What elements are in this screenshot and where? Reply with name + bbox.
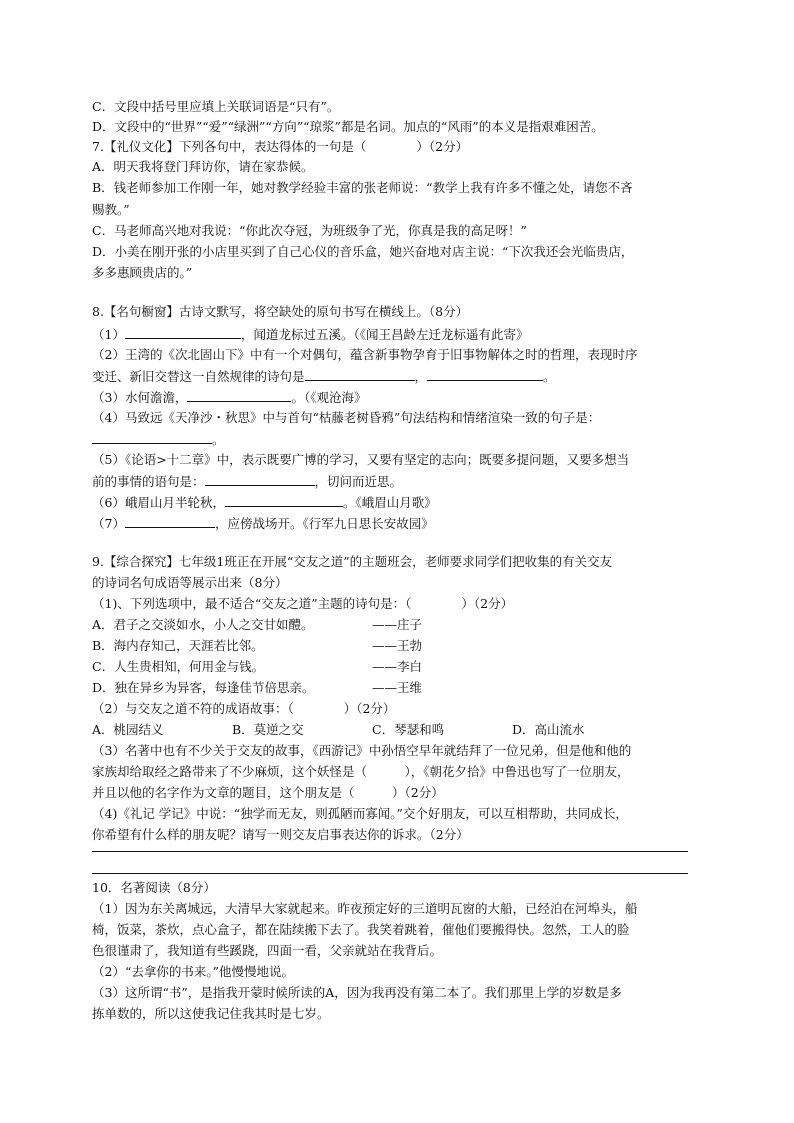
q8-line-7 [92,515,712,533]
option-source: ——李白 [372,659,423,674]
q9-part-2: （2）与交友之道不符的成语故事：（ ）（2分） [92,701,396,716]
q8-line-4b [92,431,712,449]
q6-option-c: C．文段中括号里应填上关联词语是“只有”。 [92,99,340,114]
q7-option-c: C．马老师高兴地对我说：“你此次夺冠，为班级争了光，你真是我的高足呀！” [92,223,527,238]
answer-line[interactable] [92,873,688,874]
q9-p1-option-d [92,680,712,698]
q7-option-d-cont: 多多惠顾贵店的。” [92,265,193,280]
q8-line-2b [92,368,712,386]
answer-blank[interactable] [225,494,343,507]
answer-blank[interactable] [125,515,215,528]
option-source: ——庄子 [372,617,423,632]
q8-l1-text: ，闻道龙标过五溪。（《闻王昌龄左迁龙标遥有此寄》 [240,327,529,342]
q8-l2b-prefix: 变迁、新旧交替这一自然规律的诗句是 [92,369,305,384]
q10-passage-1-end: 色很谨肃了，我知道有些蹊跷，四面一看，父亲就站在我背后。 [92,943,443,958]
q8-line-6 [92,494,712,512]
q9-p1-option-a [92,617,712,635]
option-source: ——王勃 [372,638,423,653]
q10-stem: 10．名著阅读（8分） [92,880,216,895]
option-a: A．桃园结义 [92,722,164,737]
q9-p2-options [92,722,712,740]
answer-blank[interactable] [305,368,415,381]
option-c: C．琴瑟和鸣 [372,722,445,737]
q9-part-1: （1)、下列选项中，最不适合“交友之道”主题的诗句是：（ ）（2分） [92,596,514,611]
q9-part-3: （3）名著中也有不少关于交友的故事，《西游记》中孙悟空早年就结拜了一位兄弟，但是他和他的 [92,743,632,758]
option-text: B．海内存知己，天涯若比邻。 [92,638,264,653]
option-text: C．人生贵相知，何用金与钱。 [92,659,265,674]
q7-stem: 7.【礼仪文化】下列各句中，表达得体的一句是（ ）（2分） [92,139,469,154]
q7-option-a: A．明天我将登门拜访你，请在家恭候。 [92,159,314,174]
q8-l2b-mid: ， [414,369,428,384]
q9-p1-option-c [92,659,712,677]
q9-part-3-end: 并且以他的名字作为文章的题目，这个朋友是（ ）（2分） [92,785,444,800]
q8-l2b-end: 。 [543,369,556,384]
q10-passage-3-cont: 拣单数的，所以这使我记住我其时是七岁。 [92,1006,330,1021]
option-d: D．高山流水 [512,722,585,737]
q8-line-4a: （4）马致远《天净沙・秋思》中与首句“枯藤老树昏鸦”句法结构和情绪渲染一致的句子是： [92,410,601,425]
q9-stem-cont: 的诗词名句成语等展示出来（8分） [92,575,288,590]
q10-passage-1-cont: 椅，饭菜，茶炊，点心盒子，都在陆续搬下去了。我笑着跳着，催他们要搬得快。忽然，工人的脸 [92,922,630,937]
answer-blank[interactable] [205,473,315,486]
q8-line-5b [92,473,712,491]
q8-line-5a: （5）《论语>十二章》中，表示既要广博的学习，又要有坚定的志向；既要多提问题，又要多想当 [92,452,630,467]
q9-stem: 9.【综合探究】七年级1班正在开展“交友之道”的主题班会，老师要求同学们把收集的有关交友 [92,554,613,569]
q8-stem: 8.【名句橱窗】古诗文默写，将空缺处的原句书写在横线上。（8分） [92,304,469,319]
q7-option-b: B．钱老师参加工作刚一年，她对教学经验丰富的张老师说：“教学上我有许多不懂之处，请您不吝 [92,180,633,195]
q8-l6-prefix: （6）峨眉山月半轮秋， [92,495,225,510]
q7-option-b-cont: 赐教。” [92,202,130,217]
answer-blank[interactable] [427,368,543,381]
q8-l3-text: 。（《观沧海》 [291,390,367,405]
q8-l5b-prefix: 前的事情的语句是： [92,474,205,489]
option-b: B．莫逆之交 [232,722,304,737]
q8-line-2a: （2）王湾的《次北固山下》中有一个对偶句，蕴含新事物孕育于旧事物解体之时的哲理，表现时序 [92,347,638,362]
answer-blank[interactable] [187,389,291,402]
q6-option-d: D．文段中的“世界”“爱”“绿洲”“方向”“琼浆”都是名词。加点的“风雨”的本义是指艰难困苦。 [92,119,604,134]
answer-blank[interactable] [125,326,241,339]
q8-line-1 [92,326,712,344]
q9-p1-option-b [92,638,712,656]
q8-l5b-text: ，切问而近思。 [314,474,403,489]
q8-l1-prefix: （1） [92,327,125,342]
option-source: ——王维 [372,680,423,695]
q8-l4b-end: 。 [212,432,225,447]
answer-line[interactable] [92,851,688,852]
q7-option-d: D．小美在刚开张的小店里买到了自己心仪的音乐盒，她兴奋地对店主说：“下次我还会光临贵店， [92,244,634,259]
q8-l6-text: 。《峨眉山月歌》 [342,495,437,510]
q8-l3-prefix: （3）水何澹澹， [92,390,188,405]
option-text: A．君子之交淡如水，小人之交甘如醴。 [92,617,314,632]
q10-passage-2: （2）“去拿你的书来。”他慢慢地说。 [92,964,294,979]
q10-passage-1: （1）因为东关离城远，大清早大家就起来。昨夜预定好的三道明瓦窗的大船，已经泊在河埠头，船 [92,901,638,916]
q8-l7-text: ，应傍战场开。《行军九日思长安故园》 [214,516,434,531]
option-text: D．独在异乡为异客，每逢佳节倍思亲。 [92,680,315,695]
q10-passage-3: （3）这所谓“书”，是指我开蒙时候所读的A，因为我再没有第二本了。我们那里上学的岁数是多 [92,985,622,1000]
q8-l7-prefix: （7） [92,516,125,531]
q9-part-4-cont: 你希望有什么样的朋友呢？请写一则交友启事表达你的诉求。（2分） [92,827,469,842]
answer-blank[interactable] [92,431,212,444]
q8-line-3 [92,389,712,407]
q9-part-3-cont: 家族却给取经之路带来了不少麻烦，这个妖怪是（ ），《朝花夕拾》中鲁迅也写了一位朋友， [92,764,630,779]
q9-part-4: （4)《礼记 学记》中说：“独学而无友，则孤陋而寡闻。”交个好朋友，可以互相帮助，共同成长， [92,806,628,821]
